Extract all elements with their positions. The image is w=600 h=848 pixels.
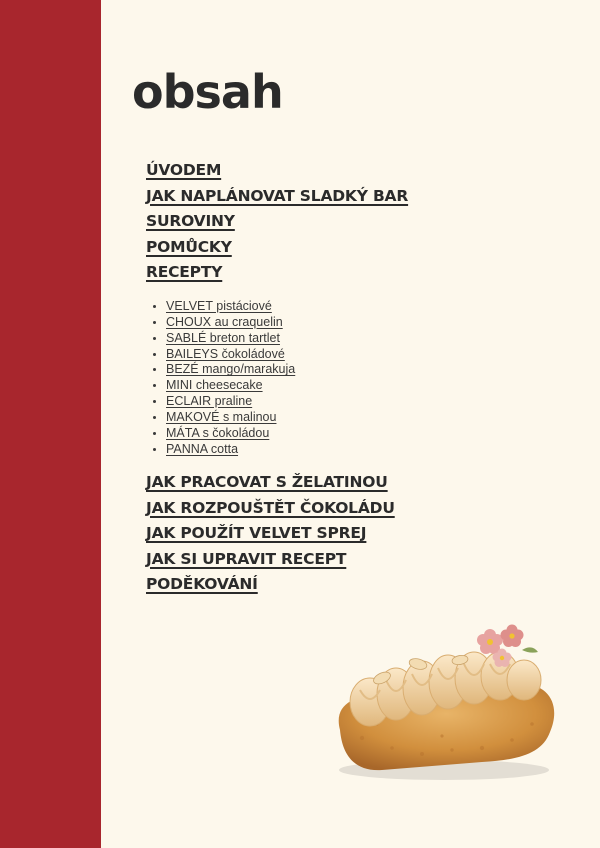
toc-item — [146, 521, 395, 547]
toc-item — [146, 209, 408, 235]
recipe-link[interactable]: MAKOVÉ s malinou — [166, 409, 277, 424]
toc-link-recepty[interactable]: RECEPTY — [146, 263, 223, 281]
toc-main-sections — [146, 158, 408, 286]
list-item — [166, 442, 295, 458]
toc-item — [146, 470, 395, 496]
toc-link-sladky-bar[interactable]: JAK NAPLÁNOVAT SLADKÝ BAR — [146, 186, 409, 205]
toc-link-zelatina[interactable]: JAK PRACOVAT S ŽELATINOU — [146, 473, 388, 491]
list-item — [166, 378, 295, 394]
list-item — [166, 394, 295, 410]
recipe-link[interactable]: VELVET pistáciové — [166, 299, 272, 313]
recipe-link[interactable]: MINI cheesecake — [166, 378, 263, 393]
list-item — [166, 331, 295, 347]
toc-link-uvodem[interactable]: ÚVODEM — [146, 161, 222, 179]
list-item — [166, 362, 295, 378]
eclair-image — [322, 620, 562, 785]
toc-link-cokolada[interactable]: JAK ROZPOUŠTĚT ČOKOLÁDU — [146, 498, 395, 517]
recipe-link[interactable]: CHOUX au craquelin — [166, 314, 283, 329]
toc-link-pomucky[interactable]: POMŮCKY — [146, 237, 232, 256]
toc-item — [146, 184, 408, 210]
toc-technique-sections — [146, 470, 395, 598]
recipe-link[interactable]: ECLAIR praline — [166, 394, 253, 409]
recipe-link[interactable]: SABLÉ breton tartlet — [166, 330, 280, 345]
toc-link-upravit-recept[interactable]: JAK SI UPRAVIT RECEPT — [146, 549, 347, 568]
toc-item — [146, 158, 408, 184]
toc-link-velvet-sprej[interactable]: JAK POUŽÍT VELVET SPREJ — [146, 524, 367, 542]
recipe-list — [148, 299, 295, 457]
recipe-link[interactable]: MÁTA s čokoládou — [166, 425, 270, 440]
red-sidebar — [0, 0, 101, 848]
recipe-link[interactable]: BAILEYS čokoládové — [166, 346, 285, 361]
toc-item — [146, 547, 395, 573]
page-title: obsah — [132, 65, 283, 119]
recipe-link[interactable]: BEZÉ mango/marakuja — [166, 362, 296, 377]
toc-link-podekovani[interactable]: PODĚKOVÁNÍ — [146, 575, 258, 593]
toc-link-suroviny[interactable]: SUROVINY — [146, 212, 235, 230]
list-item — [166, 315, 295, 331]
list-item — [166, 410, 295, 426]
toc-item — [146, 496, 395, 522]
toc-item — [146, 572, 395, 598]
recipe-link[interactable]: PANNA cotta — [166, 441, 239, 456]
toc-item — [146, 260, 408, 286]
list-item — [166, 426, 295, 442]
list-item — [166, 299, 295, 315]
list-item — [166, 347, 295, 363]
toc-item — [146, 235, 408, 261]
